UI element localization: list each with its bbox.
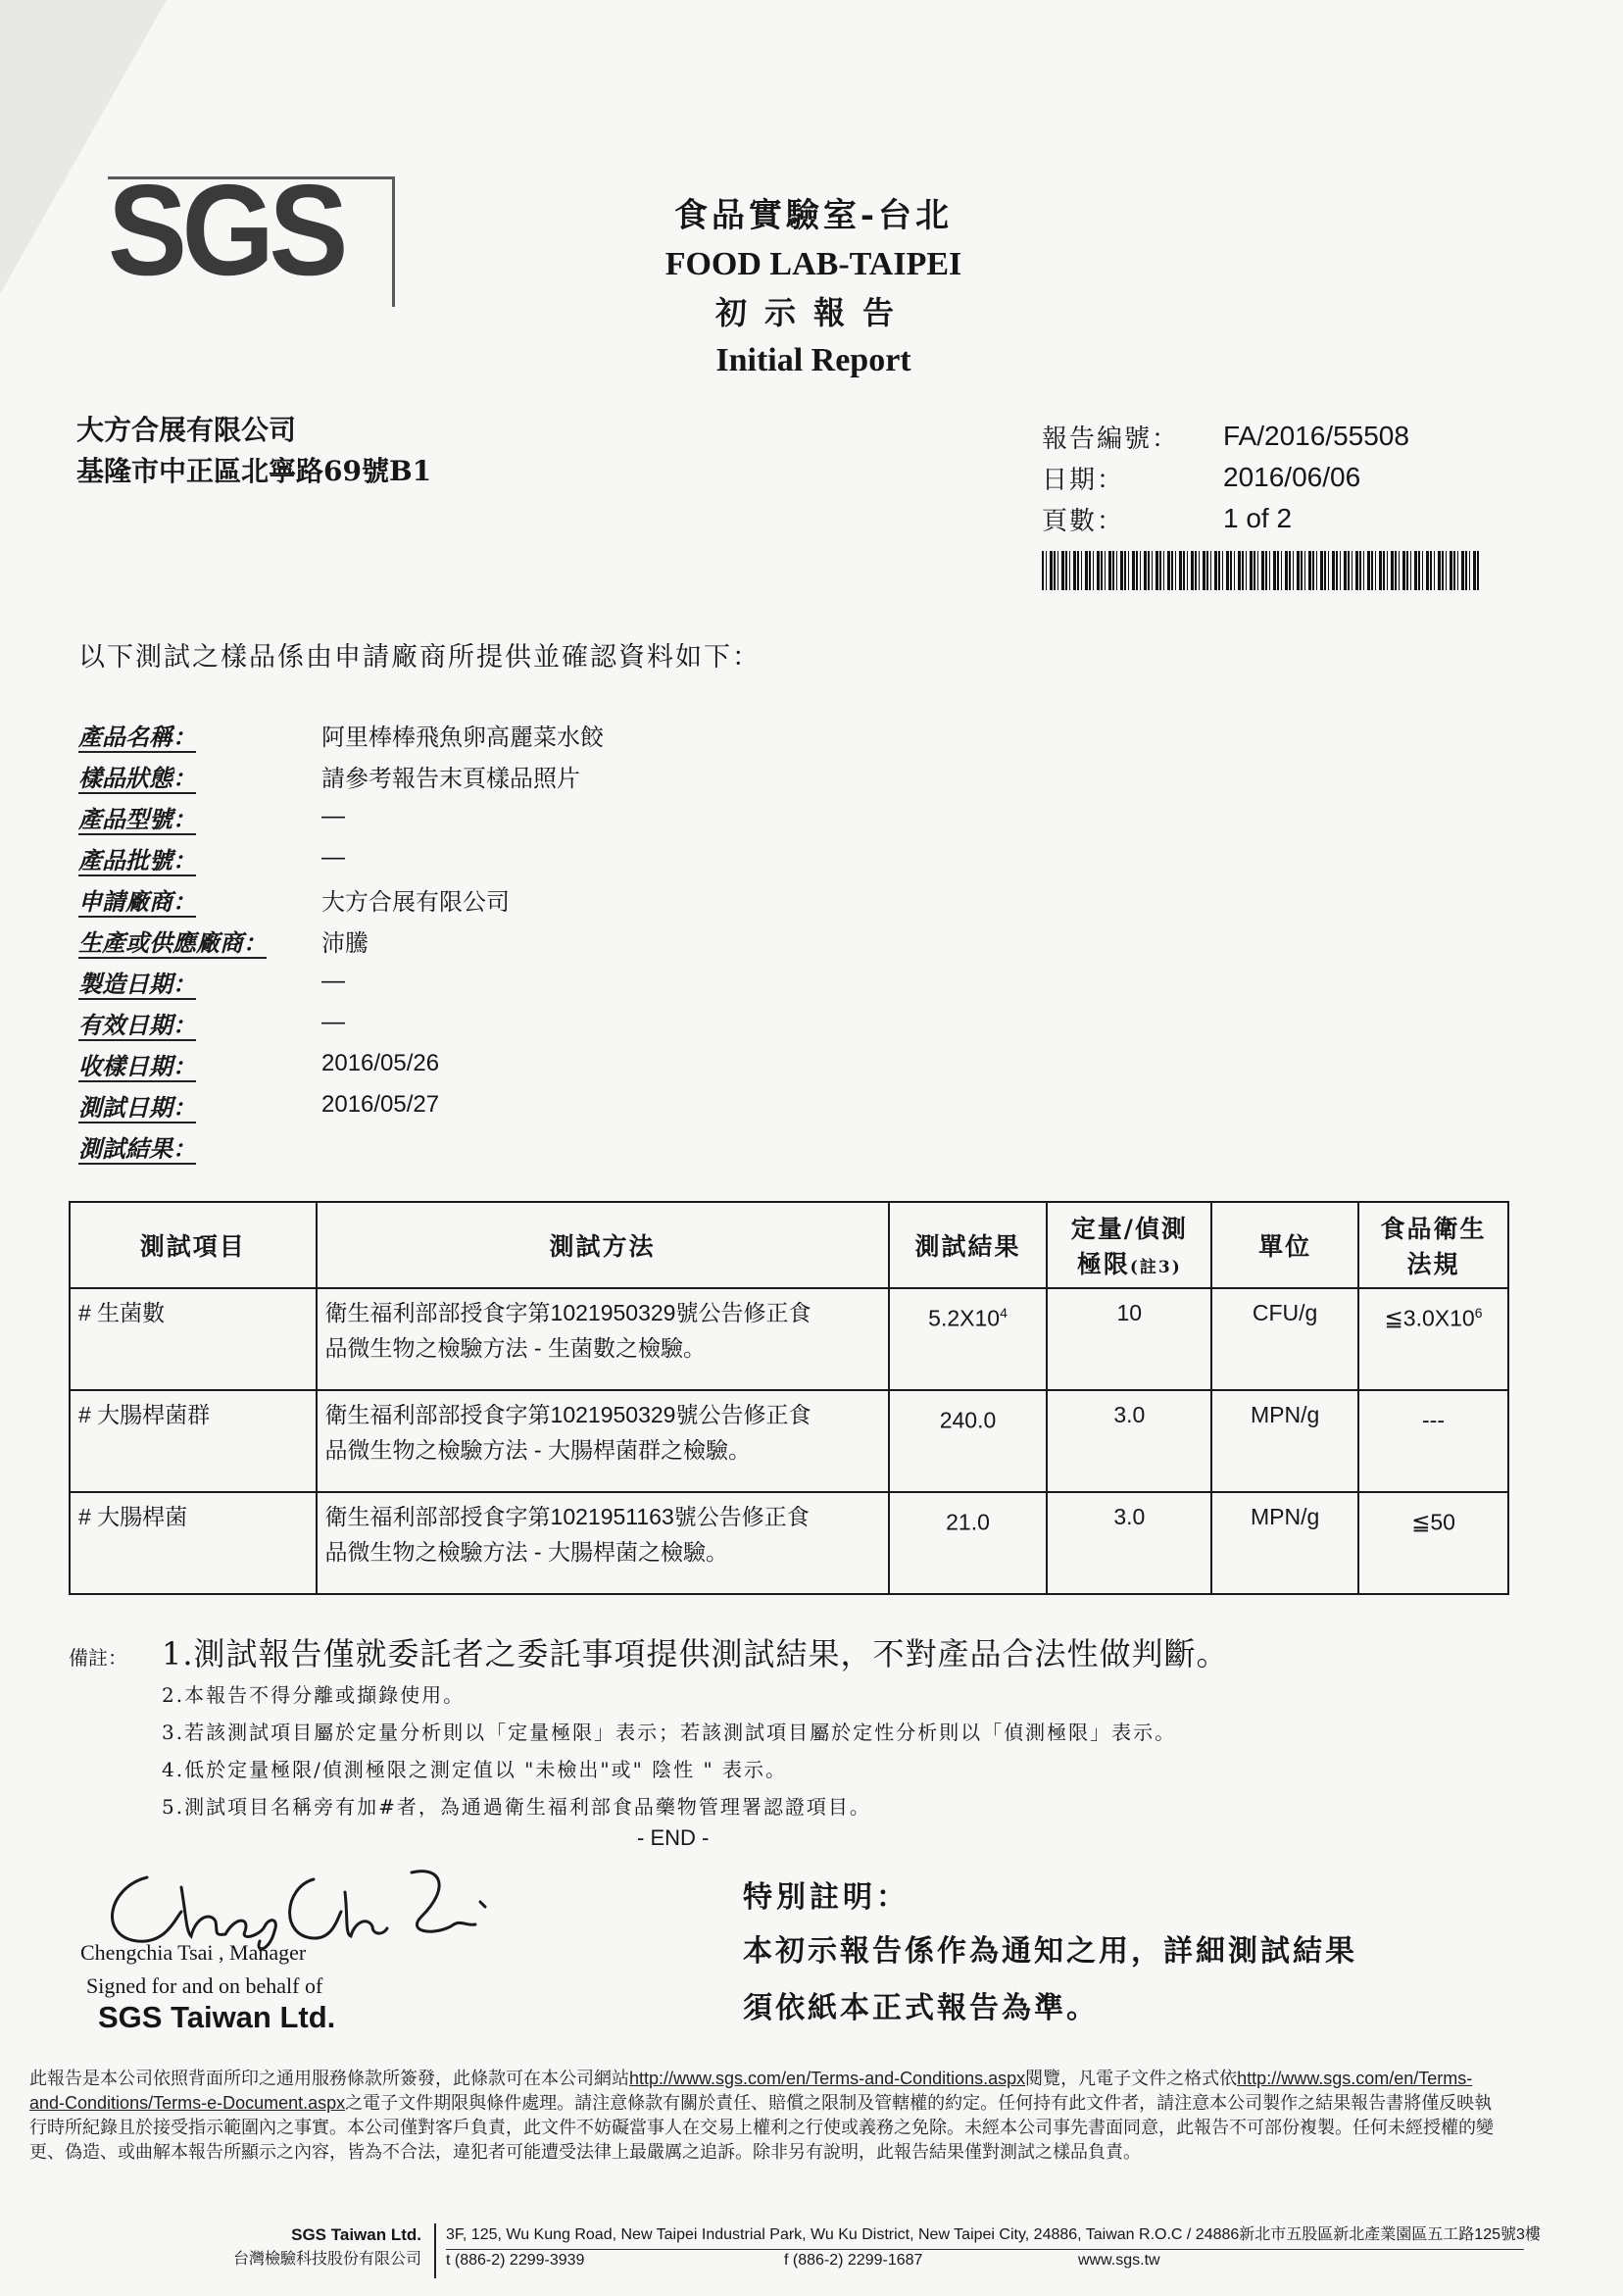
page-count: 1 of 2	[1223, 503, 1293, 533]
field-test-date	[78, 1084, 604, 1125]
page-footer	[147, 2223, 1541, 2282]
signer-behalf: Signed for and on behalf of	[86, 1973, 323, 1998]
cell-result: 240.0	[889, 1390, 1048, 1492]
footer-company: SGS Taiwan Ltd. 台灣檢驗科技股份有限公司	[232, 2225, 421, 2268]
notes-lead: 備註：	[69, 1646, 127, 1670]
field-label: 產品批號：	[78, 845, 196, 874]
report-number: FA/2016/55508	[1223, 421, 1409, 451]
header-unit: 單位	[1211, 1202, 1358, 1288]
lab-title-en: FOOD LAB-TAIPEI	[664, 246, 962, 282]
field-value: —	[321, 968, 345, 994]
cell-item: # 生菌數	[70, 1288, 317, 1390]
field-manufacturer	[78, 920, 604, 961]
footer-web[interactable]: www.sgs.tw	[1078, 2252, 1160, 2269]
meta-label: 報告編號：	[1042, 424, 1180, 454]
sgs-logo	[108, 158, 392, 304]
e-document-terms-link[interactable]: http://www.sgs.com/en/Terms-and-Conditions/Terms-e-Document.aspx	[29, 2069, 1473, 2113]
legal-disclaimer: 此報告是本公司依照背面所印之通用服務條款所簽發，此條款可在本公司網站http://www.sgs.com/en/Terms-and-Conditions.aspx閱覽，凡電子文件之格式依http://www.sgs.com/en/Terms-and-Conditions/Terms-e-Document.aspx之電子文件期限與條件處理。請注意條款有關於責任、賠償之限制及管轄權的約定。任何持有此文件者，請注意本公司製作之結果報告書將僅反映執行時所紀錄且於接受指示範圍內之事實。本公司僅對客戶負責，此文件不妨礙當事人在交易上權利之行使或義務之免除。未經本公司事先書面同意，此報告不可部份複製。任何未經授權的變更、偽造、或曲解本報告所顯示之內容，皆為不合法，違犯者可能遭受法律上最嚴厲之追訴。除非另有說明，此報告結果僅對測試之樣品負責。	[29, 2069, 1494, 2163]
field-sample-state	[78, 755, 604, 796]
note-4: 4.低於定量極限/偵測極限之測定值以 "未檢出"或" 陰性 " 表示。	[162, 1758, 788, 1781]
results-table	[69, 1201, 1509, 1595]
cell-item: # 大腸桿菌	[70, 1492, 317, 1594]
field-value: —	[321, 803, 345, 829]
meta-label: 頁數：	[1042, 506, 1125, 536]
intro-statement: 以下測試之樣品係由申請廠商所提供並確認資料如下：	[78, 642, 761, 673]
field-value: 沛騰	[321, 929, 369, 957]
field-label: 產品名稱：	[78, 722, 196, 751]
note-1: 備註： 1.測試報告僅就委託者之委託事項提供測試結果，不對產品合法性做判斷。	[69, 1635, 1229, 1676]
field-label: 申請廠商：	[78, 886, 196, 916]
field-value: 2016/05/26	[321, 1050, 440, 1076]
special-note-line: 本初示報告係作為通知之用，詳細測試結果	[743, 1934, 1357, 1969]
cell-limit: 10	[1047, 1288, 1211, 1390]
note-3: 3.若該測試項目屬於定量分析則以「定量極限」表示；若該測試項目屬於定性分析則以「偵測極限」表示。	[162, 1721, 1177, 1744]
note-5: 5.測試項目名稱旁有加#者，為通過衛生福利部食品藥物管理署認證項目。	[162, 1795, 871, 1819]
terms-link[interactable]: http://www.sgs.com/en/Terms-and-Conditions.aspx	[629, 2069, 1026, 2088]
meta-row-report-no	[1042, 416, 1493, 457]
field-test-results	[78, 1125, 604, 1167]
report-heading	[549, 191, 1078, 385]
header-regulation: 食品衛生 法規	[1358, 1202, 1508, 1288]
report-meta	[1042, 416, 1493, 539]
table-row	[70, 1288, 1508, 1390]
footer-tel: t (886-2) 2299-3939	[446, 2252, 585, 2269]
field-value: —	[321, 844, 345, 871]
cell-regulation: ---	[1358, 1390, 1508, 1492]
signer-name: Chengchia Tsai , Manager	[80, 1940, 307, 1965]
cell-result: 21.0	[889, 1492, 1048, 1594]
special-note-line: 須依紙本正式報告為準。	[743, 1991, 1099, 2025]
cell-method: 衛生福利部部授食字第1021951163號公告修正食 品微生物之檢驗方法 - 大腸桿菌之檢驗。	[317, 1492, 889, 1594]
field-label: 生產或供應廠商：	[78, 927, 267, 957]
cell-limit: 3.0	[1047, 1390, 1211, 1492]
cell-item: # 大腸桿菌群	[70, 1390, 317, 1492]
header-method: 測試方法	[317, 1202, 889, 1288]
footer-contact	[446, 2249, 1524, 2269]
table-header-row	[70, 1202, 1508, 1288]
client-address: 基隆市中正區北寧路69號B1	[76, 455, 432, 487]
table-row	[70, 1492, 1508, 1594]
meta-row-date	[1042, 457, 1493, 498]
special-note	[743, 1872, 1357, 2037]
field-value: 請參考報告末頁樣品照片	[321, 765, 580, 792]
field-value: 阿里棒棒飛魚卵高麗菜水餃	[321, 724, 604, 751]
header-result: 測試結果	[889, 1202, 1048, 1288]
note-2: 2.本報告不得分離或擷錄使用。	[162, 1683, 466, 1707]
report-date: 2016/06/06	[1223, 462, 1361, 492]
header-item: 測試項目	[70, 1202, 317, 1288]
cell-unit: MPN/g	[1211, 1390, 1358, 1492]
special-note-title: 特別註明：	[743, 1880, 910, 1915]
field-label: 測試結果：	[78, 1133, 196, 1163]
field-received-date	[78, 1043, 604, 1084]
field-value: 2016/05/27	[321, 1091, 440, 1118]
footer-address: 3F, 125, Wu Kung Road, New Taipei Industrial Park, Wu Ku District, New Taipei City, 24886, Taiwan R.O.C / 24886新北市五股區新北產業園區五工路125號3樓	[446, 2226, 1541, 2243]
meta-row-pages	[1042, 498, 1493, 539]
client-block	[76, 410, 431, 492]
cell-unit: MPN/g	[1211, 1492, 1358, 1594]
report-type-zh: 初示報告	[714, 294, 911, 331]
end-marker: - END -	[637, 1825, 710, 1850]
field-batch	[78, 837, 604, 878]
client-name: 大方合展有限公司	[76, 414, 297, 446]
header-limit: 定量/偵測 極限(註3)	[1047, 1202, 1211, 1288]
field-label: 製造日期：	[78, 969, 196, 998]
cell-method: 衛生福利部部授食字第1021950329號公告修正食 品微生物之檢驗方法 - 大腸桿菌群之檢驗。	[317, 1390, 889, 1492]
meta-label: 日期：	[1042, 465, 1125, 495]
logo-text: SGS	[108, 158, 343, 302]
field-applicant	[78, 878, 604, 920]
cell-result: $5.2X10^4$	[889, 1288, 1048, 1390]
field-value: —	[321, 1009, 345, 1035]
field-label: 產品型號：	[78, 804, 196, 833]
table-row	[70, 1390, 1508, 1492]
field-product-name	[78, 714, 604, 755]
report-type-en: Initial Report	[715, 342, 911, 378]
barcode	[1042, 551, 1479, 590]
cell-method: 衛生福利部部授食字第1021950329號公告修正食 品微生物之檢驗方法 - 生菌數之檢驗。	[317, 1288, 889, 1390]
cell-regulation: ≦50	[1358, 1492, 1508, 1594]
lab-title-zh: 食品實驗室-台北	[673, 196, 954, 235]
signer-company: SGS Taiwan Ltd.	[98, 2000, 336, 2034]
cell-unit: CFU/g	[1211, 1288, 1358, 1390]
footer-divider	[434, 2223, 436, 2278]
field-label: 樣品狀態：	[78, 763, 196, 792]
field-value: 大方合展有限公司	[321, 888, 510, 916]
footer-fax: f (886-2) 2299-1687	[784, 2252, 923, 2269]
field-model	[78, 796, 604, 837]
field-mfg-date	[78, 961, 604, 1002]
field-exp-date	[78, 1002, 604, 1043]
field-label: 測試日期：	[78, 1092, 196, 1122]
field-label: 有效日期：	[78, 1010, 196, 1039]
signer-block	[80, 1936, 322, 2003]
field-label: 收樣日期：	[78, 1051, 196, 1080]
cell-regulation: $≦3.0X10^6$	[1358, 1288, 1508, 1390]
sample-info-fields	[78, 714, 604, 1167]
notes-block	[69, 1635, 1229, 1825]
cell-limit: 3.0	[1047, 1492, 1211, 1594]
